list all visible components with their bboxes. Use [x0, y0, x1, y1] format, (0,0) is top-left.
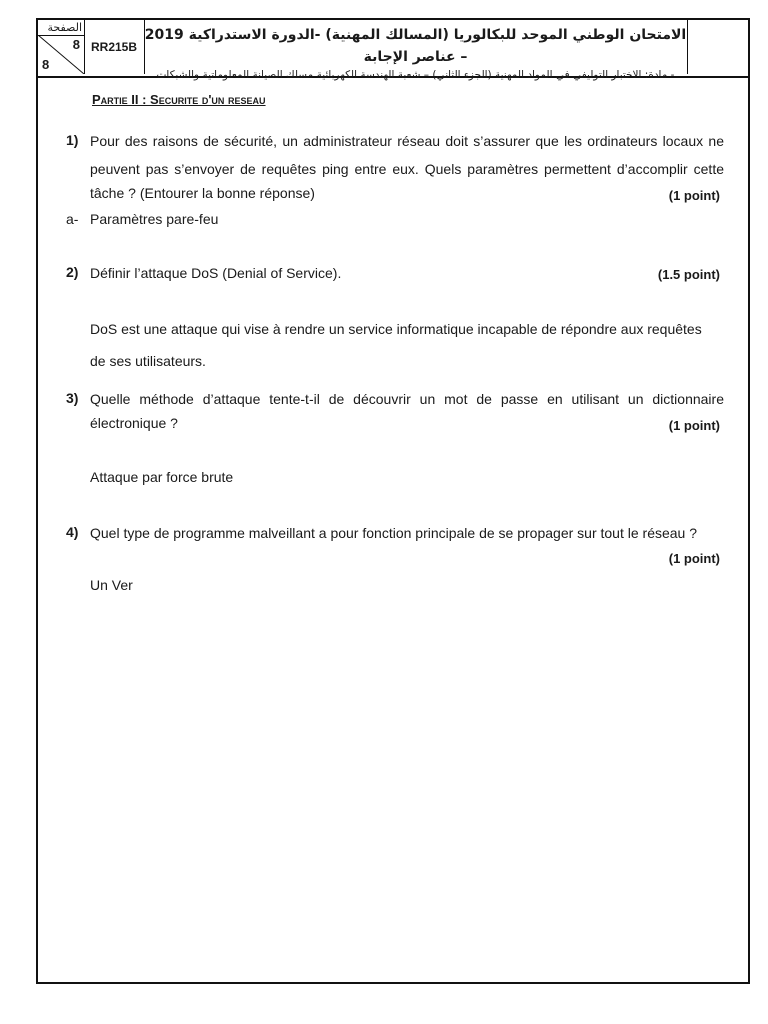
question-4-line-1: Quel type de programme malveillant a pour fonction principale de se propager sur tout le réseau ? — [90, 525, 698, 541]
question-1-line-1: Pour des raisons de sécurité, un administrateur réseau doit s’assurer que les ordinateurs locaux ne — [90, 133, 724, 149]
question-4-answer: Un Ver — [90, 577, 133, 593]
question-2-answer-line-2: de ses utilisateurs. — [90, 353, 206, 369]
page-current-number: 8 — [72, 37, 80, 52]
question-3-line-1: Quelle méthode d’attaque tente-t-il de découvrir un mot de passe en utilisant un dictionnaire — [90, 391, 724, 407]
exam-code: RR215B — [84, 20, 145, 74]
question-2-line-1: Définir l’attaque DoS (Denial of Service). — [90, 265, 342, 281]
question-3-answer: Attaque par force brute — [90, 469, 234, 485]
question-1-line-3: tâche ? (Entourer la bonne réponse) — [90, 185, 315, 201]
question-3-points: (1 point) — [668, 418, 720, 433]
question-1-number: 1) — [66, 132, 79, 148]
exam-subtitle: - مادة: الاختبار التوليفي في المواد المهنية (الجزء الثاني) – شعبة الهندسة الكهربائية مسلك الصيانة المعلوماتية والشبكات — [156, 69, 675, 81]
exam-page-frame — [36, 18, 750, 984]
question-4-number: 4) — [66, 524, 79, 540]
question-2-number: 2) — [66, 264, 79, 280]
section-title: Partie II : Securite d'un reseau — [92, 92, 266, 107]
question-2-points: (1.5 point) — [657, 267, 720, 282]
exam-title: الامتحان الوطني الموحد للبكالوريا (المسالك المهنية) -الدورة الاستدراكية 2019 – عناصر الإجابة — [144, 27, 687, 65]
page-number-box — [38, 20, 85, 74]
question-1-answer: Paramètres pare-feu — [90, 211, 219, 227]
question-3-number: 3) — [66, 390, 79, 406]
question-1-points: (1 point) — [668, 188, 720, 203]
question-1-answer-label: a- — [66, 211, 79, 227]
question-4-points: (1 point) — [668, 551, 720, 566]
exam-header — [38, 20, 748, 81]
logo-placeholder-box — [688, 20, 748, 74]
page-label: الصفحة — [47, 21, 82, 34]
exam-title-box — [144, 20, 688, 81]
question-3-line-2: électronique ? — [90, 415, 178, 431]
page-total-number: 8 — [42, 57, 50, 72]
question-2-answer-line-1: DoS est une attaque qui vise à rendre un service informatique incapable de répondre aux requêtes — [90, 321, 702, 337]
question-1-line-2: peuvent pas s’envoyer de requêtes ping entre eux. Quels paramètres permettent d’accomplir cette — [90, 161, 724, 177]
